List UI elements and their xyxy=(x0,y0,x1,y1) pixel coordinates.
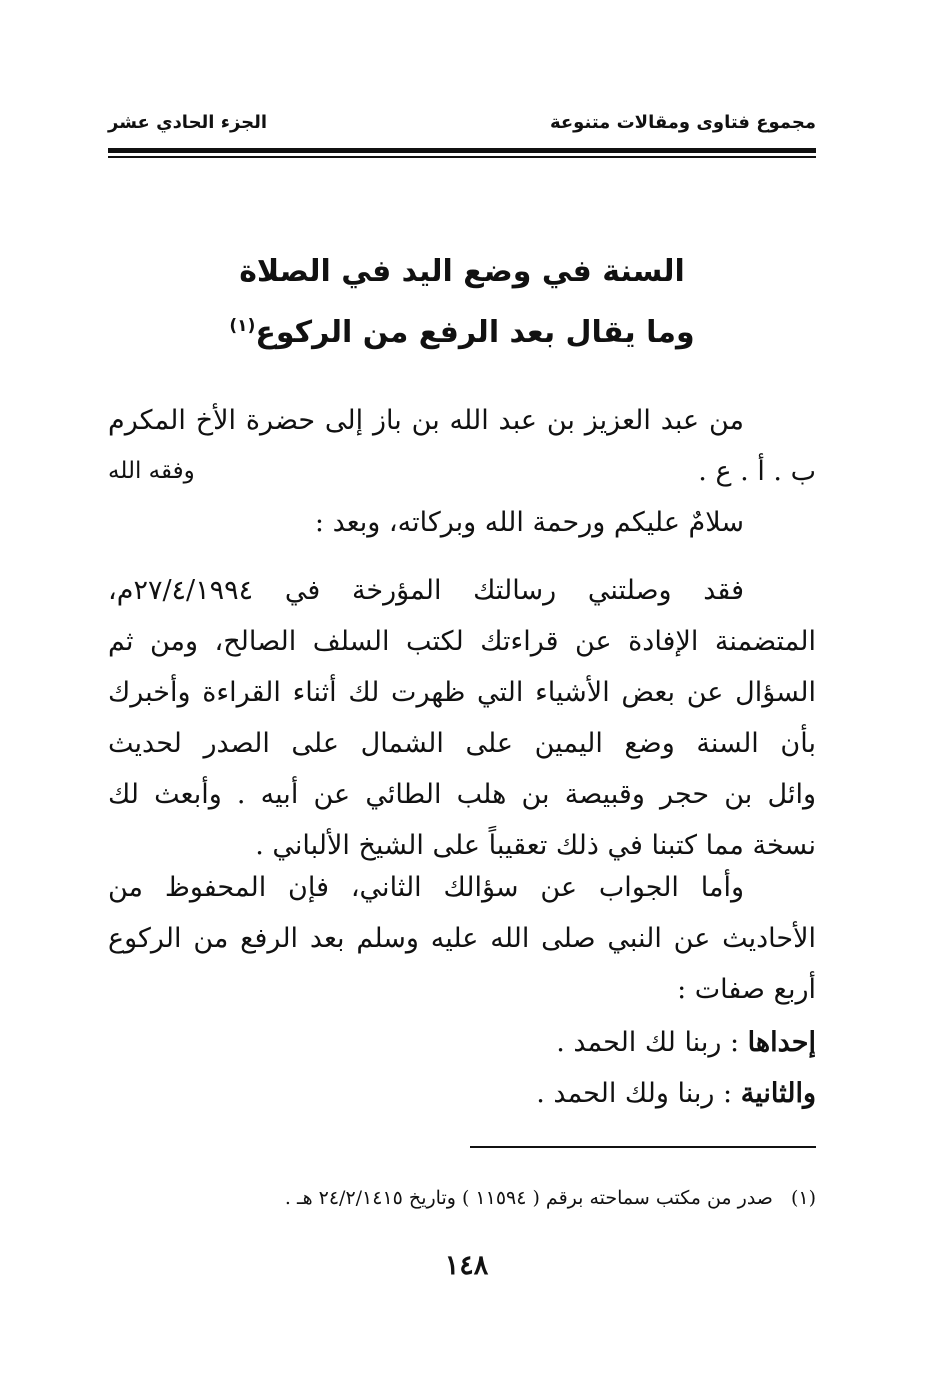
header-rule-thin xyxy=(108,156,816,158)
paragraph-1 xyxy=(108,565,816,871)
paragraph-2 xyxy=(108,862,816,1015)
book-series-title: مجموع فتاوى ومقالات متنوعة xyxy=(549,112,816,133)
header-rule-thick xyxy=(108,148,816,153)
item-label: إحداها xyxy=(747,1027,816,1058)
paragraph-line: فقد وصلتني رسالتك المؤرخة في ٢٧/٤/١٩٩٤م، xyxy=(108,575,744,606)
item-text: ربنا ولك الحمد . xyxy=(536,1078,715,1109)
item-separator: : xyxy=(714,1078,741,1109)
volume-label: الجزء الحادي عشر xyxy=(108,112,268,133)
footnote xyxy=(108,1183,816,1213)
paragraph-line: الأحاديث عن النبي صلى الله عليه وسلم بعد الرفع من الركوع xyxy=(108,923,816,954)
paragraph-line: بأن السنة وضع اليمين على الشمال على الصدر لحديث xyxy=(108,728,816,759)
greeting: سلامٌ عليكم ورحمة الله وبركاته، وبعد : xyxy=(314,507,744,538)
paragraph-line: نسخة مما كتبنا في ذلك تعقيباً على الشيخ الألباني . xyxy=(255,830,816,861)
footnote-reference: (١) xyxy=(229,316,256,336)
item-separator: : xyxy=(721,1027,748,1058)
paragraph-line: السؤال عن بعض الأشياء التي ظهرت لك أثناء القراءة وأخبرك xyxy=(108,677,816,708)
paragraph-line: المتضمنة الإفادة عن قراءتك لكتب السلف الصالح، ومن ثم xyxy=(108,626,816,657)
running-header xyxy=(108,112,816,142)
footnote-number: (١) xyxy=(790,1187,816,1209)
recipient-line xyxy=(108,446,816,497)
footnote-separator xyxy=(470,1146,816,1148)
title-line-2 xyxy=(108,299,816,360)
title-line-1: السنة في وضع اليد في الصلاة xyxy=(239,254,685,289)
article-title xyxy=(108,245,816,360)
paragraph-line: وأما الجواب عن سؤالك الثاني، فإن المحفوظ من xyxy=(108,872,744,903)
footnote-text: صدر من مكتب سماحته برقم ( ١١٥٩٤ ) وتاريخ ٢٤/٢/١٤١٥ هـ . xyxy=(284,1187,773,1209)
item-label: والثانية xyxy=(740,1078,816,1109)
title-line-2-text: وما يقال بعد الرفع من الركوع xyxy=(255,315,695,350)
item-text: ربنا لك الحمد . xyxy=(556,1027,722,1058)
list-item xyxy=(108,1068,816,1119)
recipient-initials: ب . أ . ع . xyxy=(698,456,816,487)
letter-body xyxy=(108,395,816,548)
list-item xyxy=(108,1017,816,1068)
paragraph-line: أربع صفات : xyxy=(677,974,816,1005)
letter-opening: من عبد العزيز بن عبد الله بن باز إلى حضرة الأخ المكرم xyxy=(108,405,744,436)
blessing: وفقه الله xyxy=(108,458,195,484)
page-number: ١٤٨ xyxy=(444,1250,489,1281)
answer-forms-list xyxy=(108,1017,816,1119)
paragraph-line: وائل بن حجر وقبيصة بن هلب الطائي عن أبيه . وأبعث لك xyxy=(108,779,816,810)
